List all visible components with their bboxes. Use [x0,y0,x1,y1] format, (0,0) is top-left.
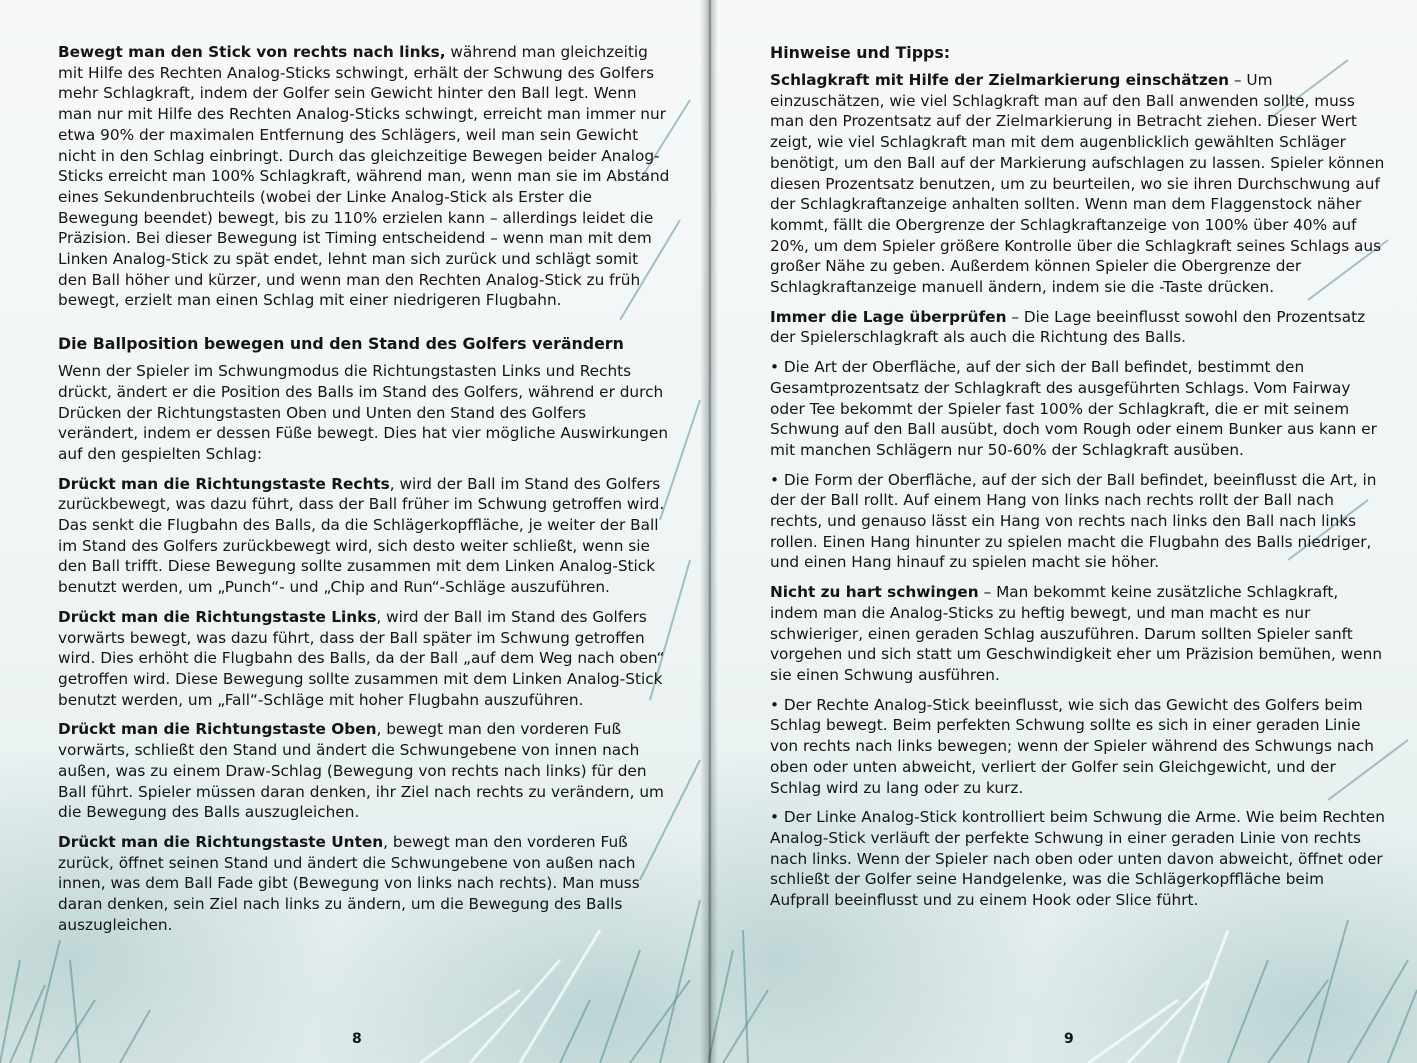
right-page [708,0,1417,1063]
paragraph-direction-down [58,832,670,936]
left-page-content [58,42,670,944]
paragraph-direction-right [58,474,670,598]
paragraph-lead: Drückt man die Richtungstaste Links [58,607,377,626]
paragraph-direction-left [58,607,670,711]
bullet-left-stick: • Der Linke Analog-Stick kontrolliert beim Schwung die Arme. Wie beim Rechten Analog-Stick verläuft der perfekte Schwung in einer geraden Linie von rechts nach links. Wenn der Spieler nach oben oder unten davon abweicht, öffnet oder schließt der Golfer seine Handgelenke, was die Schlägerkopffläche beim Aufprall beeinflusst und zu einem Hook oder Slice führt. [770,808,1385,910]
book-gutter [700,0,718,1063]
left-page [0,0,708,1063]
section-heading-ballposition: Die Ballposition bewegen und den Stand des Golfers verändern [58,334,624,354]
paragraph-direction-up [58,719,670,823]
page-number: 8 [352,1031,362,1047]
bullet-surface-shape: • Die Form der Oberfläche, auf der sich der Ball befindet, beeinflusst die Art, in der der Ball rollt. Auf einem Hang von links nach rechts rollt der Ball nach rechts, und genauso lässt ein Hang von rechts nach links den Ball nach links rollen. Einen Hang hinunter zu spielen macht die Flugbahn des Balls niedriger, und einen Hang hinauf zu spielen macht sie höher. [770,470,1377,572]
paragraph-check-lie [770,307,1388,348]
tips-heading: Hinweise und Tipps: [770,43,951,62]
bullet-right-stick: • Der Rechte Analog-Stick beeinflusst, wie sich das Gewicht des Golfers beim Schlag bewegt. Beim perfekten Schwung sollte es sich in einer geraden Linie von rechts nach links bewegen; wenn der Spieler während des Schwungs nach oben oder unten abweicht, verliert der Golfer sein Gleichgewicht, und der Schlag wird zu lang oder zu kurz. [770,695,1375,797]
page-number: 9 [1064,1031,1074,1047]
paragraph-body: – Man bekommt keine zusätzliche Schlagkraft, indem man die Analog-Sticks zu heftig bewegt, und man macht es nur schwieriger, einen geraden Schlag auszuführen. Darum sollten Spieler sanft vorgehen und sich statt um Geschwindigkeit eher um Präzision bemühen, wenn sie einen Schwung ausführen. [770,583,1383,684]
paragraph-lead: Bewegt man den Stick von rechts nach links, [58,43,446,61]
right-page-content [770,42,1388,920]
paragraph-body: , bewegt man den vorderen Fuß vorwärts, schließt den Stand und ändert die Schwungebene von innen nach außen, was zu einem Draw-Schlag (Bewegung von rechts nach links) für den Ball führt. Spieler müssen daran denken, ihr Ziel nach rechts zu verändern, um die Bewegung des Balls auszugleichen. [58,720,664,822]
paragraph-lead: Immer die Lage überprüfen [770,307,1007,326]
paragraph-body: während man gleichzeitig mit Hilfe des Rechten Analog-Sticks schwingt, erhält der Schwung des Golfers mehr Schlagkraft, indem der Golfer sein Gewicht hinter den Ball legt. Wenn man nur mit Hilfe des Rechten Analog-Sticks schwingt, erreicht man immer nur etwa 90% der maximalen Entfernung des Schlägers, weil man sein Gewicht nicht in den Schlag einbringt. Durch das gleichzeitige Bewegen beider Analog-Sticks erreicht man 100% Schlagkraft, während man, wenn man sie im Abstand eines Sekundenbruchteils (wobei der Linke Analog-Stick als Erster die Bewegung beendet) bewegt, bis zu 110% erzielen kann – allerdings leidet die Präzision. Bei dieser Bewegung ist Timing entscheidend – wenn man mit dem Linken Analog-Stick zu spät endet, lehnt man sich zurück und schlägt somit den Ball höher und kürzer, und wenn man den Rechten Analog-Stick zu früh bewegt, erzielt man einen Schlag mit einer niedrigeren Flugbahn. [58,43,670,310]
paragraph-lead: Drückt man die Richtungstaste Rechts [58,474,390,493]
paragraph-lead: Drückt man die Richtungstaste Unten [58,832,384,851]
paragraph-swing-soft [770,582,1388,686]
paragraph-body: , wird der Ball im Stand des Golfers zurückbewegt, was dazu führt, dass der Ball früher im Schwung getroffen wird. Das senkt die Flugbahn des Balls, da die Schlägerkopffläche, je weiter der Ball im Stand des Golfers zurückbewegt wird, sich desto weiter schließt, wenn sie den Ball trifft. Diese Bewegung sollte zusammen mit dem Linken Analog-Stick benutzt werden, um „Punch“- und „Chip and Run“-Schläge auszuführen. [58,474,665,597]
paragraph-lead: Nicht zu hart schwingen [770,583,979,602]
paragraph-body: , wird der Ball im Stand des Golfers vorwärts bewegt, was dazu führt, dass der Ball später im Schwung getroffen wird. Dies erhöht die Flugbahn des Balls, da der Ball „auf dem Weg nach oben“ getroffen wird. Diese Bewegung sollte zusammen mit dem Linken Analog-Stick benutzt werden, um „Fall“-Schläge mit hoher Flugbahn auszuführen. [58,607,665,709]
paragraph-stick-direction [58,42,670,311]
paragraph-lead: Schlagkraft mit Hilfe der Zielmarkierung einschätzen [770,71,1230,89]
bullet-surface-type: • Die Art der Oberfläche, auf der sich der Ball befindet, bestimmt den Gesamtprozentsatz der Schlagkraft des ausgeführten Schlags. Vom Fairway oder Tee bekommt der Spieler fast 100% der Schlagkraft, die er mit seinem Schwung auf den Ball ausübt, doch vom Rough oder einem Bunker aus kann er mit manchen Schlägern nur 50-60% der Schlagkraft ausüben. [770,358,1377,459]
paragraph-body: – Die Lage beeinflusst sowohl den Prozentsatz der Spielerschlagkraft als auch die Richtung des Balls. [770,307,1366,347]
paragraph-target-marker [770,70,1388,298]
paragraph-body: , bewegt man den vorderen Fuß zurück, öffnet seinen Stand und ändert die Schwungebene von außen nach innen, was dem Ball Fade gibt (Bewegung von links nach rechts). Man muss daran denken, sein Ziel nach links zu ändern, um die Bewegung des Balls auszugleichen. [58,832,640,934]
paragraph-intro: Wenn der Spieler im Schwungmodus die Richtungstasten Links und Rechts drückt, ändert er die Position des Balls im Stand des Golfers, während er durch Drücken der Richtungstasten Oben und Unten den Stand des Golfers verändert, indem er dessen Füße bewegt. Dies hat vier mögliche Auswirkungen auf den gespielten Schlag: [58,362,669,463]
paragraph-body: – Um einzuschätzen, wie viel Schlagkraft man auf den Ball anwenden sollte, muss man den Prozentsatz auf der Zielmarkierung in Betracht ziehen. Dieser Wert zeigt, wie viel Schlagkraft man mit dem augenblicklich gewählten Schläger benötigt, um den Ball auf der Markierung aufschlagen zu lassen. Spieler können diesen Prozentsatz benutzen, um zu beurteilen, wo sie ihren Durchschwung auf der Schlagkraftanzeige anhalten sollten. Wenn man dem Flaggenstock näher kommt, fällt die Obergrenze der Schlagkraftanzeige von 100% über 40% auf 20%, um dem Spieler größere Kontrolle über die Schlagkraft seines Schlags aus großer Nähe zu geben. Außerdem können Spieler die Obergrenze der Schlagkraftanzeige manuell ändern, indem sie die -Taste drücken. [770,71,1385,297]
paragraph-lead: Drückt man die Richtungstaste Oben [58,720,377,739]
